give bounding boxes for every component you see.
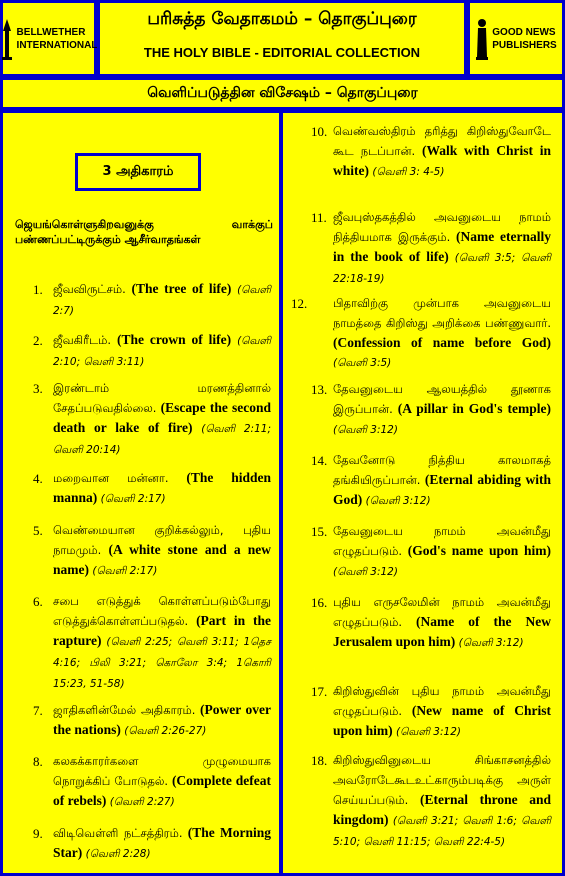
item-english: (Name of the New Jerusalem upon him) — [333, 614, 551, 649]
list-item — [53, 823, 271, 864]
item-english: (A white stone and a new name) — [53, 542, 271, 577]
good-news-logo-box — [467, 0, 565, 77]
item-tamil: தேவனுடைய நாமம் அவன்மீது எழுதப்படும். — [333, 524, 551, 558]
item-reference: (வெளி 3: 4-5) — [372, 166, 445, 178]
english-title: THE HOLY BIBLE - EDITORIAL COLLECTION — [143, 45, 421, 60]
item-number: 11. — [311, 210, 327, 225]
list-item — [333, 750, 551, 852]
list-item — [333, 681, 551, 742]
list-item — [53, 330, 271, 372]
item-number: 12. — [291, 296, 308, 311]
chapter-heading: 3 அதிகாரம் — [75, 153, 201, 191]
list-item — [333, 521, 551, 582]
item-tamil: ஜீவபுஸ்தகத்தில் அவனுடைய நாமம் நித்தியமாக இருக்கும். — [333, 210, 551, 244]
list-item — [333, 450, 551, 511]
tamil-title: பரிசுத்த வேதாகமம் – தொகுப்புரை — [147, 9, 417, 29]
list-item — [53, 520, 271, 581]
right-column — [280, 110, 565, 876]
list-item — [53, 591, 271, 694]
list-item — [333, 293, 551, 373]
item-english: (Walk with Christ in white) — [333, 143, 551, 178]
item-tamil: ஜாதிகளின்மேல் அதிகாரம். — [53, 703, 196, 717]
item-reference: (வெளி 2:10; வெளி 3:11) — [53, 335, 271, 368]
left-logo-line1: BELLWETHER — [16, 26, 86, 38]
item-reference: (வெளி 3:5) — [333, 357, 392, 369]
left-logo-line2: INTERNATIONAL — [16, 39, 98, 51]
item-number: 2. — [33, 333, 43, 348]
bellwether-logo-box — [0, 0, 97, 77]
right-logo-line1: GOOD NEWS — [492, 26, 556, 38]
item-number: 1. — [33, 282, 43, 297]
item-reference: (வெளி 2:28) — [85, 848, 151, 860]
item-english: (Part in the rapture) — [53, 613, 272, 648]
item-reference: (வெளி 2:17) — [100, 493, 166, 505]
item-tamil: விடிவெள்ளி நட்சத்திரம். — [53, 826, 183, 840]
item-english: (Name eternally in the book of life) — [333, 229, 551, 264]
list-item — [53, 751, 271, 812]
right-logo-line2: PUBLISHERS — [492, 39, 557, 51]
list-item — [53, 279, 271, 321]
item-english: (Power over the nations) — [53, 702, 272, 737]
item-number: 9. — [33, 826, 43, 841]
good-news-logo-text — [492, 26, 556, 52]
item-tamil: ஜீவகிரீடம். — [53, 333, 112, 347]
item-tamil: கிறிஸ்துவின் புதிய நாமம் அவன்மீது எழுதப்படும். — [333, 684, 551, 718]
item-reference: (வெளி 2:26-27) — [124, 725, 207, 737]
intro-heading: ஜெயங்கொள்ளுகிறவனுக்கு வாக்குப் பண்ணப்பட்டிருக்கும் ஆசீர்வாதங்கள் — [15, 218, 273, 246]
item-english: (Complete defeat of rebels) — [53, 773, 271, 808]
item-english: (God's name upon him) — [407, 543, 552, 558]
list-item — [333, 207, 551, 289]
item-number: 6. — [33, 594, 43, 609]
item-number: 10. — [311, 124, 328, 139]
item-reference: (வெளி 2:25; வெளி 3:11; 1தெச 4:16; பிலி 3:21; கொலோ 3:4; 1கொரி 15:23, 51-58) — [53, 636, 272, 690]
item-reference: (வெளி 3:21; வெளி 1:6; வெளி 5:10; வெளி 11:15; வெளி 22:4-5) — [333, 815, 551, 848]
item-reference: (வெளி 3:12) — [365, 495, 431, 507]
item-reference: (வெளி 3:5; வெளி 22:18-19) — [333, 252, 551, 285]
item-english: (Eternal abiding with God) — [333, 472, 551, 507]
item-tamil: தேவனுடைய ஆலயத்தில் தூணாக இருப்பான். — [333, 382, 551, 416]
herald-icon — [475, 17, 489, 61]
item-tamil: மறைவான மன்னா. — [53, 471, 169, 485]
item-reference: (வெளி 2:7) — [53, 284, 272, 317]
item-number: 18. — [311, 753, 328, 768]
item-english: (The hidden manna) — [53, 470, 271, 505]
item-english: (Confession of name before God) — [333, 335, 551, 350]
item-reference: (வெளி 2:27) — [109, 796, 175, 808]
item-number: 5. — [33, 523, 43, 538]
item-tamil: இரண்டாம் மரணத்தினால் சேதப்படுவதில்லை. — [53, 381, 271, 415]
item-number: 3. — [33, 381, 43, 396]
item-tamil: ஜீவவிருட்சம். — [53, 282, 126, 296]
list-item — [53, 378, 271, 460]
item-english: (Eternal throne and kingdom) — [333, 792, 552, 827]
list-item — [53, 700, 271, 741]
item-reference: (வெளி 2:17) — [92, 565, 158, 577]
item-tamil: வெண்மையான குறிக்கல்லும், புதிய நாமமும். — [53, 523, 271, 557]
item-number: 13. — [311, 382, 328, 397]
item-number: 15. — [311, 524, 328, 539]
item-tamil: சபை எடுத்துக் கொள்ளப்படும்போது எடுத்துக்கொள்ளப்படுதல். — [53, 594, 271, 628]
item-english: (A pillar in God's temple) — [397, 401, 552, 416]
item-english: (The Morning Star) — [53, 825, 271, 860]
item-english: (The crown of life) — [116, 332, 232, 347]
item-english: (New name of Christ upon him) — [333, 703, 551, 738]
item-number: 4. — [33, 471, 43, 486]
item-reference: (வெளி 3:12) — [396, 726, 461, 738]
list-item — [333, 379, 551, 440]
sheep-bell-icon — [0, 17, 14, 61]
item-number: 14. — [311, 453, 328, 468]
item-tamil: வெண்வஸ்திரம் தரித்து கிறிஸ்துவோடே கூட நடப்பான். — [333, 124, 551, 158]
subtitle-box — [0, 77, 565, 110]
item-reference: (வெளி 3:12) — [333, 566, 398, 578]
item-tamil: கிறிஸ்துவினுடைய சிங்காசனத்தில் அவரோடேகூடஉட்காரும்படிக்கு அருள் செய்யப்படும். — [333, 753, 551, 807]
bellwether-logo-text — [17, 26, 98, 52]
item-reference: (வெளி 2:11; வெளி 20:14) — [53, 423, 271, 456]
item-tamil: பிதாவிற்கு முன்பாக அவனுடைய நாமத்தை கிறிஸ்து அறிக்கை பண்ணுவார். — [333, 296, 551, 330]
list-item — [333, 592, 551, 653]
left-column — [0, 110, 282, 876]
item-number: 8. — [33, 754, 43, 769]
item-english: (The tree of life) — [131, 281, 232, 296]
item-number: 16. — [311, 595, 328, 610]
item-reference: (வெளி 3:12) — [333, 424, 398, 436]
item-english: (Escape the second death or lake of fire) — [53, 400, 272, 435]
title-box — [97, 0, 467, 77]
list-item — [333, 121, 551, 182]
list-item — [53, 468, 271, 509]
item-number: 7. — [33, 703, 43, 718]
subtitle: வெளிப்படுத்தின விசேஷம் – தொகுப்புரை — [147, 85, 418, 101]
item-tamil: கலகக்காரர்களை முழுமையாக நொறுக்கிப் போடுதல். — [53, 754, 271, 788]
item-tamil: புதிய எருசலேமின் நாமம் அவன்மீது எழுதப்படும். — [333, 595, 551, 629]
item-tamil: தேவனோடு நித்திய காலமாகத் தங்கியிருப்பான். — [333, 453, 551, 487]
item-number: 17. — [311, 684, 328, 699]
item-reference: (வெளி 3:12) — [458, 637, 524, 649]
